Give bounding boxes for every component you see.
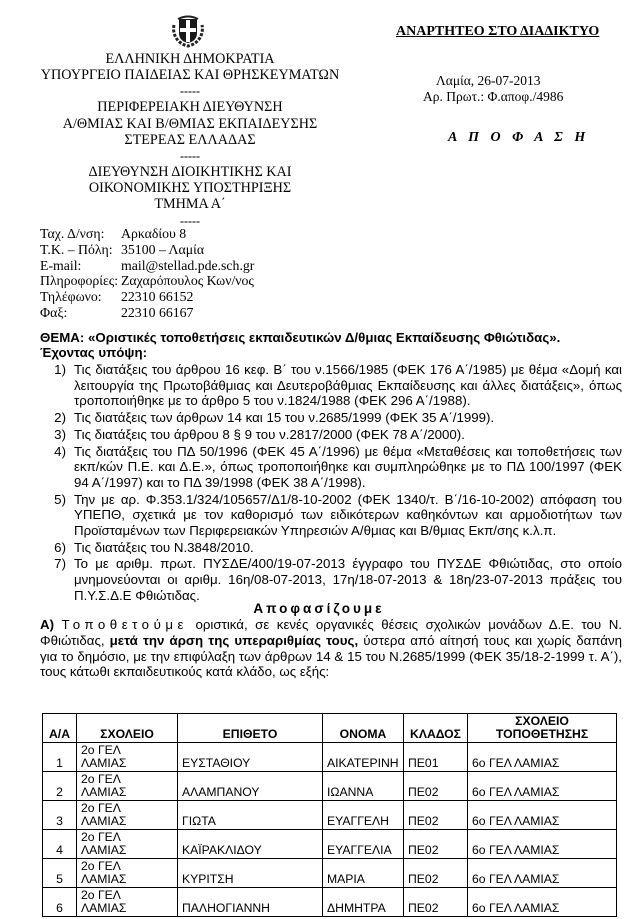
col-header-name: ΟΝΟΜΑ	[323, 714, 404, 743]
publish-notice: ΑΝΑΡΤΗΤΕΟ ΣΤΟ ΔΙΑΔΙΚΤΥΟ	[396, 24, 600, 39]
cell-branch: ΠΕ02	[404, 888, 468, 917]
consideration-item	[40, 427, 622, 443]
issuer-line: ΣΤΕΡΕΑΣ ΕΛΛΑΔΑΣ	[124, 131, 256, 148]
paragraph-label: Α)	[40, 617, 55, 632]
contact-row-info	[40, 273, 254, 289]
cell-branch: ΠΕ01	[404, 743, 468, 772]
school-line: ΛΑΜΙΑΣ	[81, 756, 127, 770]
subject-line: ΘΕΜΑ: «Οριστικές τοποθετήσεις εκπαιδευτικών Δ/θμιας Εκπαίδευσης Φθιώτιδας».	[40, 330, 561, 345]
contact-row-email	[40, 258, 254, 274]
contact-row-phone	[40, 289, 254, 305]
cell-name: ΜΑΡΙΑ	[323, 859, 404, 888]
item-text: Τις διατάξεις του Ν.3848/2010.	[74, 539, 254, 555]
cell-destination: 6ο ΓΕΛ ΛΑΜΙΑΣ	[468, 830, 617, 859]
cell-name: ΕΥΑΓΓΕΛΗ	[323, 801, 404, 830]
contact-label: Πληροφορίες:	[40, 273, 119, 289]
cell-surname: ΓΙΩΤΑ	[178, 801, 323, 830]
contact-label: Φαξ:	[40, 304, 68, 320]
separator: -----	[180, 149, 200, 164]
item-text: Τις διατάξεις του άρθρου 8 § 9 του ν.2817/2000 (ΦΕΚ 78 Α΄/2000).	[74, 426, 465, 442]
consideration-item	[40, 492, 622, 539]
cell-destination: 6ο ΓΕΛ ΛΑΜΙΑΣ	[468, 743, 617, 772]
contact-label: Ταχ. Δ/νση:	[40, 226, 105, 241]
issuer-line: ΔΙΕΥΘΥΝΣΗ ΔΙΟΙΚΗΤΙΚΗΣ ΚΑΙ	[88, 164, 292, 181]
issuer-line: ΥΠΟΥΡΓΕΙΟ ΠΑΙΔΕΙΑΣ ΚΑΙ ΘΡΗΣΚΕΥΜΑΤΩΝ	[40, 67, 340, 84]
col-header-destination	[468, 714, 617, 743]
item-number: 6)	[54, 539, 66, 555]
item-text: Τις διατάξεις των άρθρων 14 και 15 του ν.2685/1999 (ΦΕΚ 35 Α΄/1999).	[74, 410, 495, 426]
school-line: ΛΑΜΙΑΣ	[81, 843, 127, 857]
col-header-school: ΣΧΟΛΕΙΟ	[77, 714, 178, 743]
school-line: 2ο ΓΕΛ	[81, 830, 121, 844]
cell-aa: 2	[43, 772, 77, 801]
consideration-item	[40, 362, 622, 409]
table-row	[43, 772, 617, 801]
contact-label: Τ.Κ. – Πόλη:	[40, 241, 113, 257]
cell-name: ΔΗΜΗΤΡΑ	[323, 888, 404, 917]
contact-value: mail@stellad.pde.sch.gr	[121, 257, 255, 273]
school-line: 2ο ΓΕΛ	[81, 801, 121, 815]
school-line: 2ο ΓΕΛ	[81, 743, 121, 757]
cell-aa: 1	[43, 743, 77, 772]
cell-surname: ΑΛΑΜΠΑΝΟΥ	[178, 772, 323, 801]
spaced-verb: Τοποθετούμε	[61, 617, 188, 632]
contact-info	[40, 226, 254, 321]
cell-branch: ΠΕ02	[404, 830, 468, 859]
cell-aa: 3	[43, 801, 77, 830]
consideration-item	[40, 444, 622, 491]
table-row	[43, 830, 617, 859]
cell-surname: ΠΑΛΗΟΓΙΑΝΝΗ	[178, 888, 323, 917]
cell-aa: 6	[43, 888, 77, 917]
issuer-line: ΟΙΚΟΝΟΜΙΚΗΣ ΥΠΟΣΤΗΡΙΞΗΣ	[88, 180, 292, 197]
contact-value: 22310 66167	[121, 304, 194, 320]
having-regard-heading: Έχοντας υπόψη:	[40, 345, 147, 360]
separator: -----	[180, 213, 200, 228]
table-row	[43, 743, 617, 772]
contact-row-fax	[40, 305, 254, 321]
item-text: Τις διατάξεις του ΠΔ 50/1996 (ΦΕΚ 45 Α΄/1996) με θέμα «Μεταθέσεις και τοποθετήσεις των εκπ/κών Π.Ε. και Δ.Ε.», όπως τροποποιήθηκε και συμπληρώθηκε με το ΠΔ 100/1997 (ΦΕΚ 94 Α΄/1997) και το ΠΔ 39/1998 (ΦΕΚ 38 Α΄/1998).	[74, 443, 622, 490]
col-header-aa: Α/Α	[43, 714, 77, 743]
cell-school	[77, 888, 178, 917]
consideration-item	[40, 410, 622, 426]
table-row	[43, 859, 617, 888]
item-number: 5)	[54, 491, 66, 507]
col-header-surname: ΕΠΙΘΕΤΟ	[178, 714, 323, 743]
paragraph-text: οριστικά, σε κενές οργανικές θέσεις σχολικών μονάδων Δ.Ε. του Ν. Φθιώτιδας,	[40, 617, 622, 648]
contact-row-city	[40, 242, 254, 258]
item-number: 7)	[54, 556, 66, 572]
cell-destination: 6ο ΓΕΛ ΛΑΜΙΑΣ	[468, 859, 617, 888]
cell-school	[77, 859, 178, 888]
contact-row-address	[40, 226, 254, 242]
decision-heading: Αποφασίζουμε	[253, 601, 385, 616]
cell-branch: ΠΕ02	[404, 859, 468, 888]
col-header-branch: ΚΛΑΔΟΣ	[404, 714, 468, 743]
school-line: ΛΑΜΙΑΣ	[81, 901, 127, 915]
school-line: 2ο ΓΕΛ	[81, 859, 121, 873]
cell-school	[77, 772, 178, 801]
cell-surname: ΚΑΪΡΑΚΛΙΔΟΥ	[178, 830, 323, 859]
school-line: ΛΑΜΙΑΣ	[81, 785, 127, 799]
contact-label: Τηλέφωνο:	[40, 289, 102, 305]
greek-coat-of-arms-icon	[168, 11, 208, 49]
item-number: 3)	[54, 426, 66, 442]
school-line: ΛΑΜΙΑΣ	[81, 872, 127, 886]
cell-name: ΕΥΑΓΓΕΛΙΑ	[323, 830, 404, 859]
item-number: 1)	[54, 362, 66, 377]
contact-label: E-mail:	[40, 257, 82, 273]
item-number: 4)	[54, 443, 66, 459]
issuer-line: ΠΕΡΙΦΕΡΕΙΑΚΗ ΔΙΕΥΘΥΝΣΗ	[97, 99, 283, 116]
contact-value: 35100 – Λαμία	[121, 241, 205, 257]
cell-name: ΑΙΚΑΤΕΡΙΝΗ	[323, 743, 404, 772]
school-line: ΛΑΜΙΑΣ	[81, 814, 127, 828]
cell-destination: 6ο ΓΕΛ ΛΑΜΙΑΣ	[468, 772, 617, 801]
issuer-line: Α/ΘΜΙΑΣ ΚΑΙ Β/ΘΜΙΑΣ ΕΚΠΑΙΔΕΥΣΗΣ	[62, 115, 318, 132]
issuer-header	[40, 51, 340, 229]
consideration-item	[40, 556, 622, 603]
issuer-line: ΕΛΛΗΝΙΚΗ ΔΗΜΟΚΡΑΤΙΑ	[105, 51, 275, 67]
document-type-title: Α Π Ο Φ Α Σ Η	[448, 130, 590, 145]
table-row	[43, 888, 617, 917]
decision-paragraph	[40, 617, 622, 680]
table-header-row	[43, 714, 617, 743]
document-date: Λαμία, 26-07-2013	[436, 73, 541, 88]
school-line: 2ο ΓΕΛ	[81, 888, 121, 902]
school-line: 2ο ΓΕΛ	[81, 772, 121, 786]
item-text: Το με αριθμ. πρωτ. ΠΥΣΔΕ/400/19-07-2013 έγγραφο του ΠΥΣΔΕ Φθιώτιδας, στο οποίο μνημονεύονται οι αριθμ. 16η/08-07-2013, 17η/18-07-2013 & 18η/23-07-2013 πράξεις του Π.Υ.Σ.Δ.Ε Φθιώτιδας.	[74, 556, 622, 603]
paragraph-text: ύστερα από αίτησή τους και χωρίς δαπάνη για το δημόσιο, με την επιφύλαξη των άρθρων 14 & 15 του Ν.2685/1999 (ΦΕΚ 35/18-2-1999 τ. Α΄), τους κάτωθι εκπαιδευτικούς κατά κλάδο, ως εξής:	[40, 632, 623, 680]
cell-school	[77, 830, 178, 859]
cell-surname: ΕΥΣΤΑΘΙΟΥ	[178, 743, 323, 772]
contact-value: Αρκαδίου 8	[121, 226, 187, 241]
cell-aa: 5	[43, 859, 77, 888]
paragraph-bold-text: μετά την άρση της υπεραριθμίας τους,	[109, 632, 359, 648]
header-line: ΣΧΟΛΕΙΟ	[515, 714, 569, 728]
separator: -----	[180, 84, 200, 99]
item-text: Την με αρ. Φ.353.1/324/105657/Δ1/8-10-2002 (ΦΕΚ 1340/τ. Β΄/16-10-2002) απόφαση του ΥΠΕΠΘ, σχετικά με τον καθορισμό των ειδικότερων καθηκόντων και αρμοδιοτήτων των Προϊσταμένων των Περιφερειακών Υπηρεσιών Α/θμιας και Β/θμιας Εκπ/σης κ.λ.π.	[74, 491, 622, 539]
cell-destination: 6ο ΓΕΛ ΛΑΜΙΑΣ	[468, 888, 617, 917]
cell-destination: 6ο ΓΕΛ ΛΑΜΙΑΣ	[468, 801, 617, 830]
item-number: 2)	[54, 410, 66, 426]
cell-branch: ΠΕ02	[404, 801, 468, 830]
protocol-number: Αρ. Πρωτ.: Φ.αποφ./4986	[423, 89, 564, 104]
considerations-list	[40, 362, 622, 604]
table-row	[43, 801, 617, 830]
contact-value: Ζαχαρόπουλος Κων/νος	[121, 273, 254, 289]
cell-name: ΙΩΑΝΝΑ	[323, 772, 404, 801]
contact-value: 22310 66152	[121, 289, 194, 305]
header-line: ΤΟΠΟΘΕΤΗΣΗΣ	[495, 727, 589, 741]
item-text: Τις διατάξεις του άρθρου 16 κεφ. Β΄ του ν.1566/1985 (ΦΕΚ 176 Α΄/1985) με θέμα «Δομή και λειτουργία της Πρωτοβάθμιας και Δευτεροβάθμιας Εκπαίδευσης και άλλες διατάξεις», όπως τροποποιήθηκε με το άρθρο 5 του ν.1824/1988 (ΦΕΚ 296 Α΄/1988).	[74, 362, 622, 409]
cell-school	[77, 743, 178, 772]
cell-surname: ΚΥΡΙΤΣΗ	[178, 859, 323, 888]
issuer-line: ΤΜΗΜΑ Α΄	[154, 196, 226, 213]
cell-aa: 4	[43, 830, 77, 859]
placements-table	[42, 713, 617, 917]
consideration-item	[40, 540, 622, 556]
cell-branch: ΠΕ02	[404, 772, 468, 801]
cell-school	[77, 801, 178, 830]
